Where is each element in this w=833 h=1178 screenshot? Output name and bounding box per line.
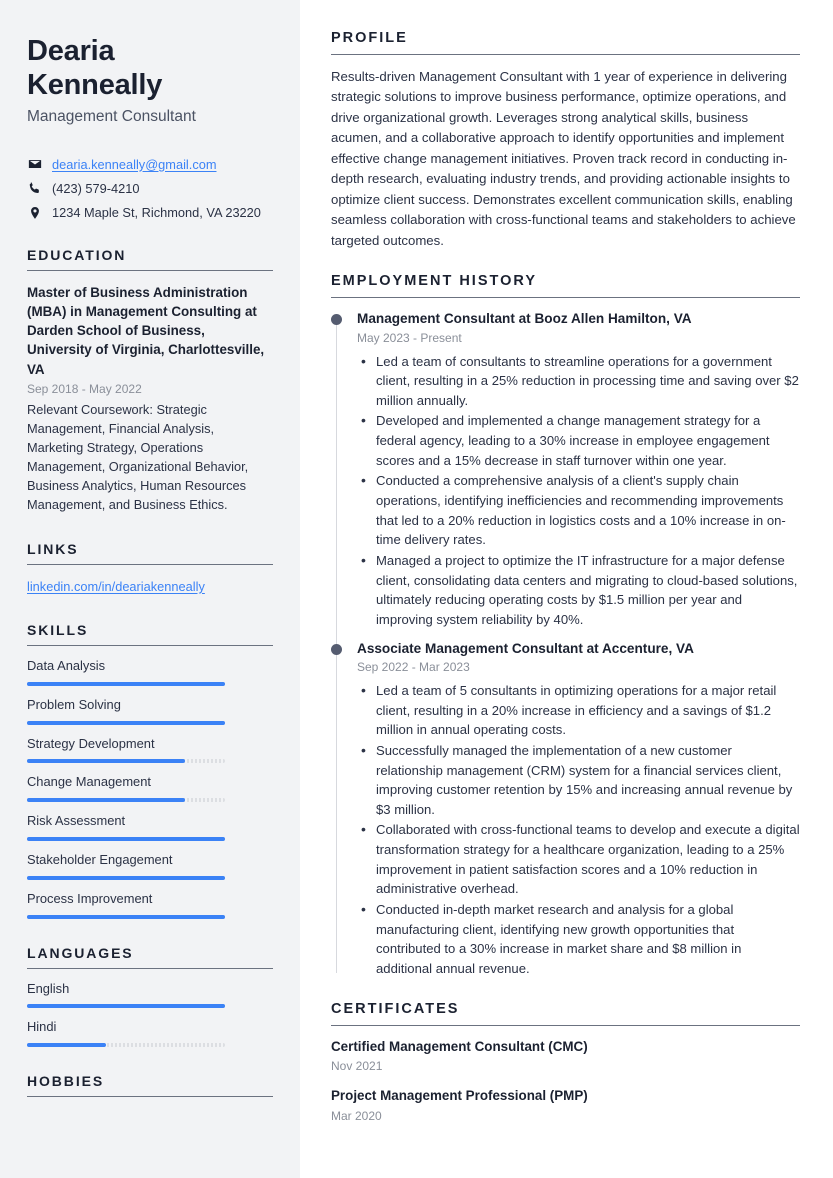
languages-heading: LANGUAGES: [27, 945, 273, 969]
language-level-fill: [27, 1004, 225, 1008]
languages-section: [27, 945, 273, 1048]
skill-label: Data Analysis: [27, 658, 106, 674]
job-bullet: • Developed and implemented a change management strategy for a federal agency, leading to a 30% increase in employee engagement scores and a 15% decrease in staff turnover within one year.: [357, 411, 800, 470]
job-bullet: • Led a team of 5 consultants in optimizing operations for a major retail client, resulting in a 20% increase in efficiency and a savings of $1.2 million in annual operating costs.: [357, 681, 800, 740]
skill-level-track: [27, 682, 225, 686]
contact-list: [27, 156, 273, 222]
certificate-entry: [331, 1038, 800, 1075]
education-date: Sep 2018 - May 2022: [27, 381, 142, 396]
phone-text: (423) 579-4210: [52, 180, 140, 196]
job-date: May 2023 - Present: [357, 330, 462, 345]
certificate-title: Project Management Professional (PMP): [331, 1088, 588, 1104]
skill-level-fill: [27, 837, 225, 841]
skill-item: [27, 852, 273, 880]
language-label: English: [27, 980, 70, 996]
skill-level-fill: [27, 721, 225, 725]
skill-level-track: [27, 837, 225, 841]
email-link[interactable]: dearia.kenneally@gmail.com: [52, 156, 217, 172]
profile-heading: PROFILE: [331, 30, 800, 55]
contact-address: [27, 204, 273, 221]
job-bullet: • Conducted in-depth market research and analysis for a global manufacturing client, identifying new growth opportunities that contributed to a 30% increase in market share and $8 million in additional annual revenue.: [357, 900, 800, 979]
language-level-track: [27, 1004, 225, 1008]
skill-label: Process Improvement: [27, 890, 153, 906]
links-list: [27, 577, 273, 596]
links-heading: LINKS: [27, 541, 273, 565]
linkedin-link[interactable]: linkedin.com/in/deariakenneally: [27, 578, 205, 594]
certificates-section: [331, 1001, 800, 1125]
hobbies-section: [27, 1073, 273, 1097]
contact-email: [27, 156, 273, 173]
map-pin-icon: [27, 206, 42, 220]
skill-label: Change Management: [27, 774, 151, 790]
skills-list: [27, 658, 273, 918]
education-description: Relevant Coursework: Strategic Management, Financial Analysis, Marketing Strategy, Operations Management, Organizational Behavior, Business Analytics, Human Resources Management, and Business Ethics.: [27, 402, 249, 513]
skill-level-track: [27, 759, 225, 763]
phone-icon: [27, 181, 42, 195]
profile-section: [331, 30, 800, 251]
language-label: Hindi: [27, 1019, 57, 1035]
employment-section: [331, 273, 800, 979]
skill-level-track: [27, 876, 225, 880]
skill-item: [27, 658, 273, 686]
hobbies-heading: HOBBIES: [27, 1073, 273, 1097]
skill-level-fill: [27, 915, 225, 919]
job-bullet: • Led a team of consultants to streamline operations for a government client, resulting in a 25% reduction in processing time and saving over $2 million annually.: [357, 352, 800, 411]
skill-item: [27, 774, 273, 802]
job-bullet: • Collaborated with cross-functional teams to develop and execute a digital transformation strategy for a healthcare organization, leading to a 25% improvement in patient satisfaction scores and a 10% reduction in administrative overhead.: [357, 820, 800, 899]
job-entry: [331, 640, 800, 979]
skill-level-fill: [27, 876, 225, 880]
skill-item: [27, 697, 273, 725]
languages-list: [27, 981, 273, 1048]
skill-item: [27, 813, 273, 841]
certificate-title: Certified Management Consultant (CMC): [331, 1038, 588, 1054]
skill-label: Strategy Development: [27, 735, 155, 751]
envelope-icon: [27, 157, 42, 171]
education-degree: Master of Business Administration (MBA) in Management Consulting at Darden School of Business, University of Virginia, Charlottesville, VA: [27, 285, 265, 377]
education-heading: EDUCATION: [27, 247, 273, 271]
profile-text: Results-driven Management Consultant with 1 year of experience in delivering strategic solutions to improve business performance, optimize operations, and drive organizational growth. Leverages strong analytical skills, business acumen, and a collaborative approach to identify opportunities and implement effective change management initiatives. Proven track record in conducting in-depth research, evaluating industry trends, and providing actionable insights to optimize client success. Demonstrates excellent communication skills, enabling seamless collaboration with cross-functional teams and stakeholders to achieve targeted outcomes.: [331, 69, 796, 248]
job-bullet: • Successfully managed the implementation of a new customer relationship management (CRM) system for a financial services client, improving customer retention by 15% and increasing annual revenue by $3 million.: [357, 741, 800, 820]
skill-item: [27, 736, 273, 764]
job-entry: [331, 310, 800, 629]
job-bullet-list: [357, 681, 800, 979]
certificate-date: Nov 2021: [331, 1058, 383, 1073]
skill-label: Stakeholder Engagement: [27, 851, 173, 867]
employment-timeline: [331, 310, 800, 979]
certificate-date: Mar 2020: [331, 1108, 382, 1123]
skill-level-track: [27, 721, 225, 725]
language-level-track: [27, 1043, 225, 1047]
language-item: [27, 981, 273, 1009]
skill-level-track: [27, 915, 225, 919]
skill-label: Problem Solving: [27, 696, 121, 712]
address-text: 1234 Maple St, Richmond, VA 23220: [52, 205, 261, 221]
candidate-name: [27, 34, 273, 102]
education-section: [27, 247, 273, 515]
education-entry: [27, 283, 273, 515]
skill-item: [27, 891, 273, 919]
name-line-2: Kenneally: [27, 69, 163, 102]
skill-level-fill: [27, 759, 185, 763]
job-date: Sep 2022 - Mar 2023: [357, 660, 470, 675]
job-title: Management Consultant at Booz Allen Hamilton, VA: [357, 311, 692, 327]
job-bullet-list: [357, 352, 800, 630]
skill-level-track: [27, 798, 225, 802]
certificate-entry: [331, 1087, 800, 1124]
skills-section: [27, 622, 273, 918]
language-level-fill: [27, 1043, 106, 1047]
skills-heading: SKILLS: [27, 622, 273, 646]
name-line-1: Dearia: [27, 35, 115, 67]
main-column: [300, 0, 833, 1178]
links-section: [27, 541, 273, 596]
candidate-job-title: Management Consultant: [27, 108, 196, 126]
language-item: [27, 1019, 273, 1047]
contact-phone: [27, 180, 273, 197]
job-title: Associate Management Consultant at Accenture, VA: [357, 640, 694, 656]
sidebar: [0, 0, 300, 1178]
job-bullet: • Managed a project to optimize the IT infrastructure for a major defense client, consolidating data centers and migrating to cloud-based solutions, ultimately reducing operating costs by $1.5 million per year and improving system reliability by 40%.: [357, 551, 800, 630]
certificates-heading: CERTIFICATES: [331, 1001, 800, 1026]
job-bullet: • Conducted a comprehensive analysis of a client's supply chain operations, identifying inefficiencies and recommending improvements that led to a 20% reduction in logistics costs and a 10% increase in on-time delivery rates.: [357, 471, 800, 550]
skill-level-fill: [27, 682, 225, 686]
employment-heading: EMPLOYMENT HISTORY: [331, 273, 800, 298]
skill-label: Risk Assessment: [27, 813, 126, 829]
skill-level-fill: [27, 798, 185, 802]
